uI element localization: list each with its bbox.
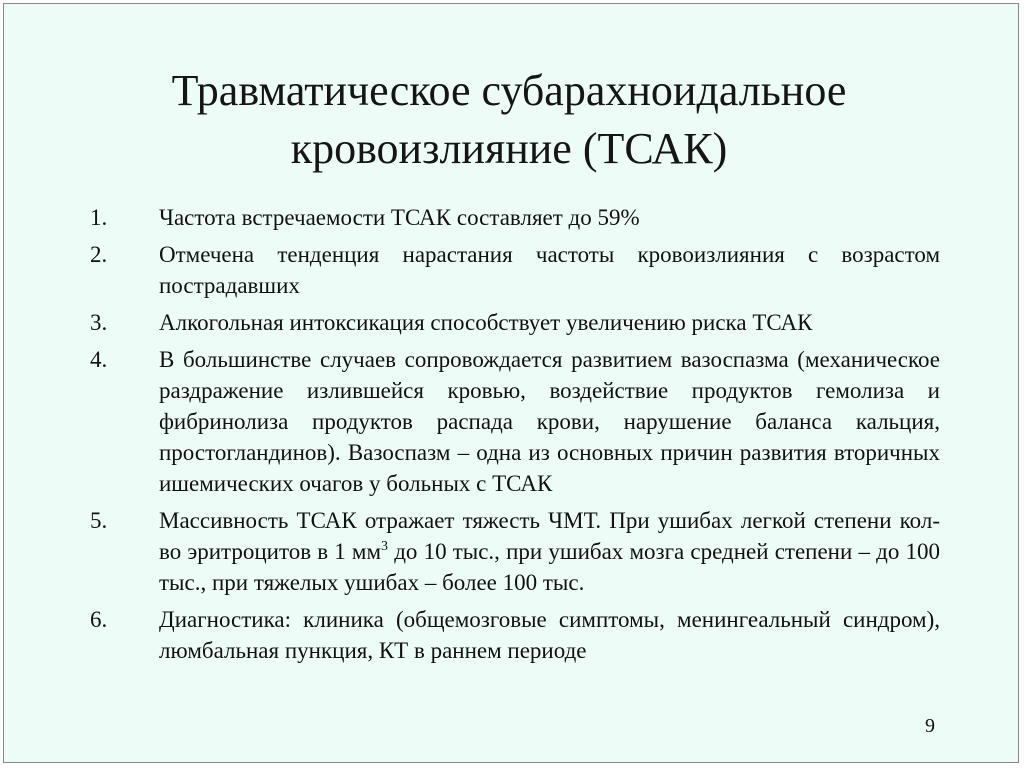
list-item-number: 5. [90, 508, 108, 533]
list-item-text [159, 505, 940, 598]
list-item [90, 307, 940, 338]
superscript-three: 3 [381, 539, 389, 554]
slide-title [4, 62, 1014, 178]
list-item [90, 239, 940, 301]
slide [3, 3, 1019, 763]
list-item [90, 505, 940, 598]
title-line-2: кровоизлияние (ТСАК) [290, 124, 728, 173]
list-item-number: 3. [90, 310, 108, 335]
list-item-number: 6. [90, 607, 108, 632]
list-item-number: 1. [90, 205, 108, 230]
list-item-text-part: до 10 тыс., при ушибах мозга средней степени – до 100 тыс., при тяжелых ушибах – более 100 тыс. [159, 539, 940, 595]
page-number: 9 [925, 715, 935, 737]
list-item-text: В большинстве случаев сопровождается развитием вазоспазма (механическое раздражение излившейся кровью, воздействие продуктов гемолиза и фибринолиза продуктов распада крови, нарушение баланса кальция, простогландинов). Вазоспазм – одна из основных причин развития вторичных ишемических очагов у больных с ТСАК [159, 347, 940, 496]
list-item [90, 202, 940, 233]
list-item-text: Алкогольная интоксикация способствует увеличению риска ТСАК [159, 310, 813, 335]
list-item-text: Отмечена тенденция нарастания частоты кровоизлияния с возрастом пострадавших [159, 242, 940, 298]
title-line-1: Травматическое субарахноидальное [171, 66, 847, 115]
list-item-number: 2. [90, 242, 108, 267]
list-item-text: Диагностика: клиника (общемозговые симптомы, менингеальный синдром), люмбальная пункция, КТ в раннем периоде [159, 607, 940, 663]
list-item-number: 4. [90, 347, 108, 372]
list-item-text: Частота встречаемости ТСАК составляет до 59% [159, 205, 640, 230]
list-item [90, 344, 940, 499]
list-item-text-part: Массивность ТСАК отражает тяжесть ЧМТ. При ушибах легкой степени кол-во эритроцитов в 1 мм [159, 508, 940, 564]
numbered-list [90, 202, 940, 672]
list-item [90, 604, 940, 666]
